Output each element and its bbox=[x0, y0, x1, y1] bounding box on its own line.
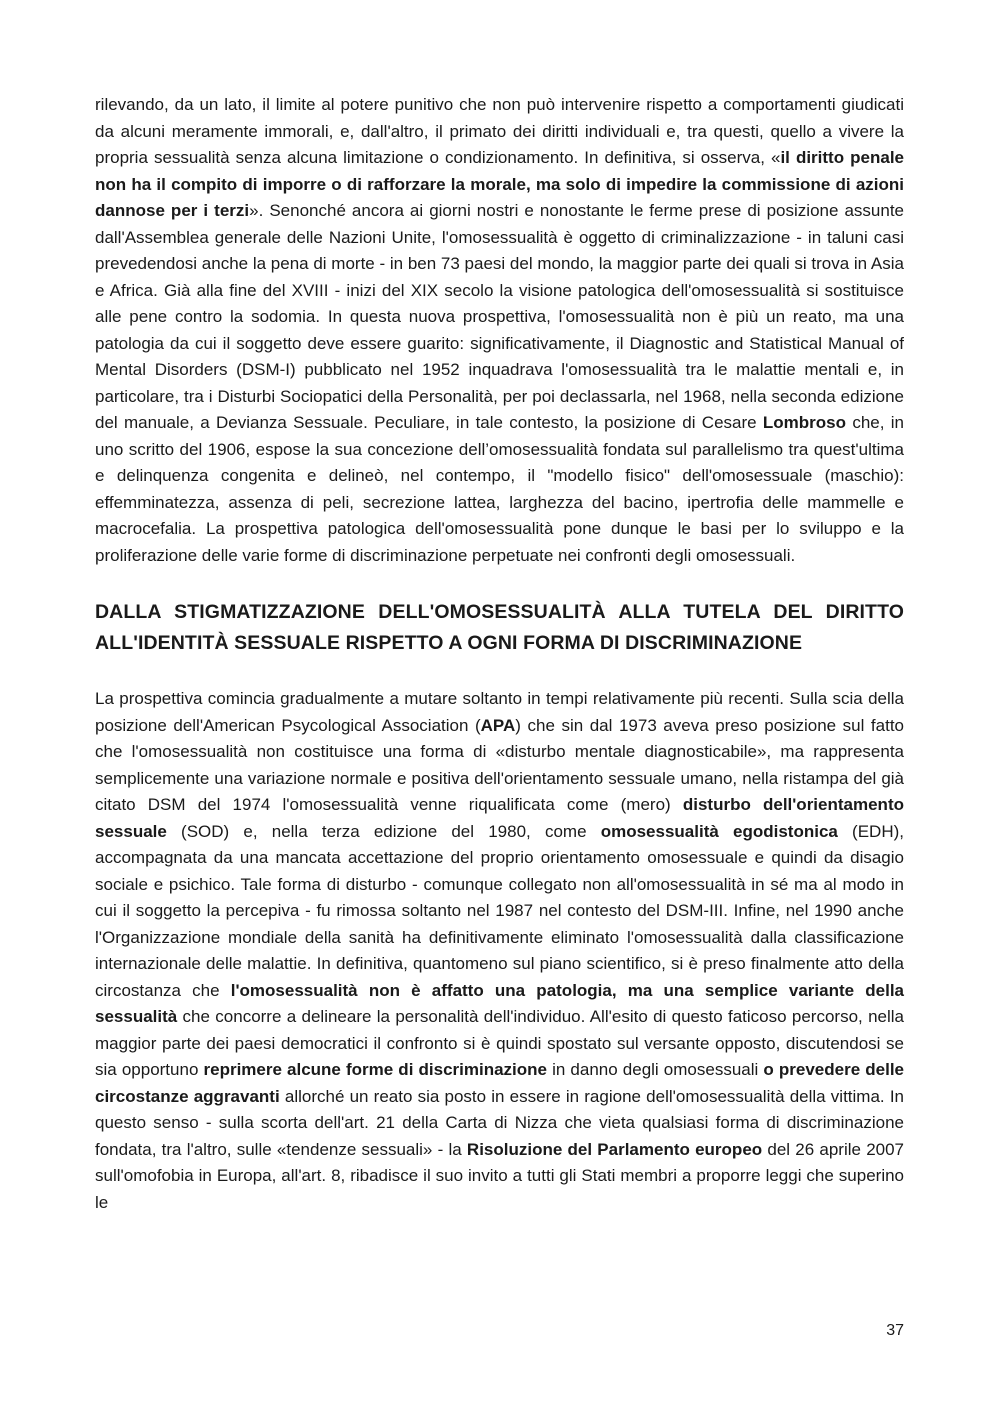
text-run: (EDH), accompagnata da una mancata accettazione del proprio orientamento omosessuale e quindi da disagio sociale e psichico. Tale forma di disturbo - comunque collegato non all'omosessualità in sé ma al modo in cui il soggetto la percepiva - fu rimossa soltanto nel 1987 nel contesto del DSM-III. Infine, nel 1990 anche l'Organizzazione mondiale della sanità ha definitivamente eliminato l'omosessualità dalla classificazione internazionale delle malattie. In definitiva, quantomeno sul piano scientifico, si è preso finalmente atto della circostanza che bbox=[95, 821, 904, 1000]
text-run: allorché un reato sia posto in essere in ragione dell'omosessualità della vittima. In questo senso - sulla scorta dell'art. 21 della Carta di Nizza che vieta qualsiasi forma di discriminazione fondata, tra l'altro, sulle «tendenze sessuali» - la bbox=[95, 1086, 904, 1159]
body-paragraph-2 bbox=[95, 686, 904, 1216]
bold-sod: disturbo dell'orientamento sessuale bbox=[95, 795, 904, 841]
bold-name-lombroso: Lombroso bbox=[762, 413, 847, 432]
text-run: in danno degli omosessuali bbox=[547, 1060, 764, 1079]
text-run: rilevando, da un lato, il limite al potere punitivo che non può intervenire rispetto a comportamenti giudicati da alcuni meramente immorali, e, dall'altro, il primato dei diritti individuali e, tra questi, quello a vivere la propria sessualità senza alcuna limitazione o condizionamento. In definitiva, si osserva, « bbox=[95, 95, 904, 167]
bold-not-pathology: l'omosessualità non è affatto una patologia, ma una semplice variante della sessualità bbox=[95, 980, 904, 1026]
bold-repress-discrimination: reprimere alcune forme di discriminazione bbox=[203, 1060, 547, 1079]
text-run: che concorre a delineare la personalità dell'individuo. All'esito di questo faticoso percorso, nella maggior parte dei paesi democratici il confronto si è quindi spostato sul versante opposto, discutendosi se sia opportuno bbox=[95, 1007, 904, 1079]
bold-apa: APA bbox=[480, 715, 516, 735]
document-page bbox=[95, 92, 904, 1216]
body-paragraph-1 bbox=[95, 92, 904, 569]
bold-quote: il diritto penale non ha il compito di imporre o di rafforzare la morale, ma solo di impedire la commissione di azioni dannose per i terzi bbox=[95, 148, 904, 220]
text-run: ». Senonché ancora ai giorni nostri e nonostante le ferme prese di posizione assunte dall'Assemblea generale delle Nazioni Unite, l'omosessualità è oggetto di criminalizzazione - in taluni casi prevedendosi anche la pena di morte - in ben 73 paesi del mondo, la maggior parte dei quali si trova in Asia e Africa. Già alla fine del XVIII - inizi del XIX secolo la visione patologica dell'omosessualità si sostituisce alle pene contro la sodomia. In questa nuova prospettiva, l'omosessualità non è più un reato, ma una patologia da cui il soggetto deve essere guarito: significativamente, il Diagnostic and Statistical Manual of Mental Disorders (DSM-I) pubblicato nel 1952 inquadrava l'omosessualità tra le malattie mentali e, in particolare, tra i Disturbi Sociopatici della Personalità, per poi declassarla, nel 1968, nella seconda edizione del manuale, a Devianza Sessuale. Peculiare, in tale contesto, la posizione di Cesare bbox=[95, 201, 904, 432]
bold-eu-resolution: Risoluzione del Parlamento europeo bbox=[466, 1139, 763, 1159]
text-run: ) che sin dal 1973 aveva preso posizione sul fatto che l'omosessualità non costituisce una forma di «disturbo mentale diagnosticabile», ma rappresenta semplicemente una variazione normale e positiva dell'orientamento sessuale umano, nella ristampa del già citato DSM del 1974 l'omosessualità venne riqualificata come (mero) bbox=[95, 715, 905, 814]
bold-edh: omosessualità egodistonica bbox=[600, 821, 838, 841]
text-run: (SOD) e, nella terza edizione del 1980, come bbox=[166, 821, 601, 841]
text-run: che, in uno scritto del 1906, espose la sua concezione dell’omosessualità fondata sul parallelismo tra quest'ultima e delinquenza congenita e delineò, nel contempo, il "modello fisico" dell'omosessuale (maschio): effemminatezza, assenza di peli, secrezione lattea, larghezza del bacino, ipertrofia delle mammelle e macrocefalia. La prospettiva patologica dell'omosessualità pone dunque le basi per lo sviluppo e la proliferazione delle varie forme di discriminazione perpetuate nei confronti degli omosessuali. bbox=[95, 413, 904, 565]
text-run: del 26 aprile 2007 sull'omofobia in Europa, all'art. 8, ribadisce il suo invito a tutti gli Stati membri a proporre leggi che superino le bbox=[95, 1139, 905, 1212]
text-run: La prospettiva comincia gradualmente a mutare soltanto in tempi relativamente più recenti. Sulla scia della posizione dell'American Psycological Association ( bbox=[95, 689, 904, 735]
section-heading: DALLA STIGMATIZZAZIONE DELL'OMOSESSUALITÀ ALLA TUTELA DEL DIRITTO ALL'IDENTITÀ SESSUALE RISPETTO A OGNI FORMA DI DISCRIMINAZIONE bbox=[95, 601, 904, 654]
bold-aggravating-circumstances: o prevedere delle circostanze aggravanti bbox=[95, 1060, 904, 1106]
page-number: 37 bbox=[886, 1322, 904, 1339]
